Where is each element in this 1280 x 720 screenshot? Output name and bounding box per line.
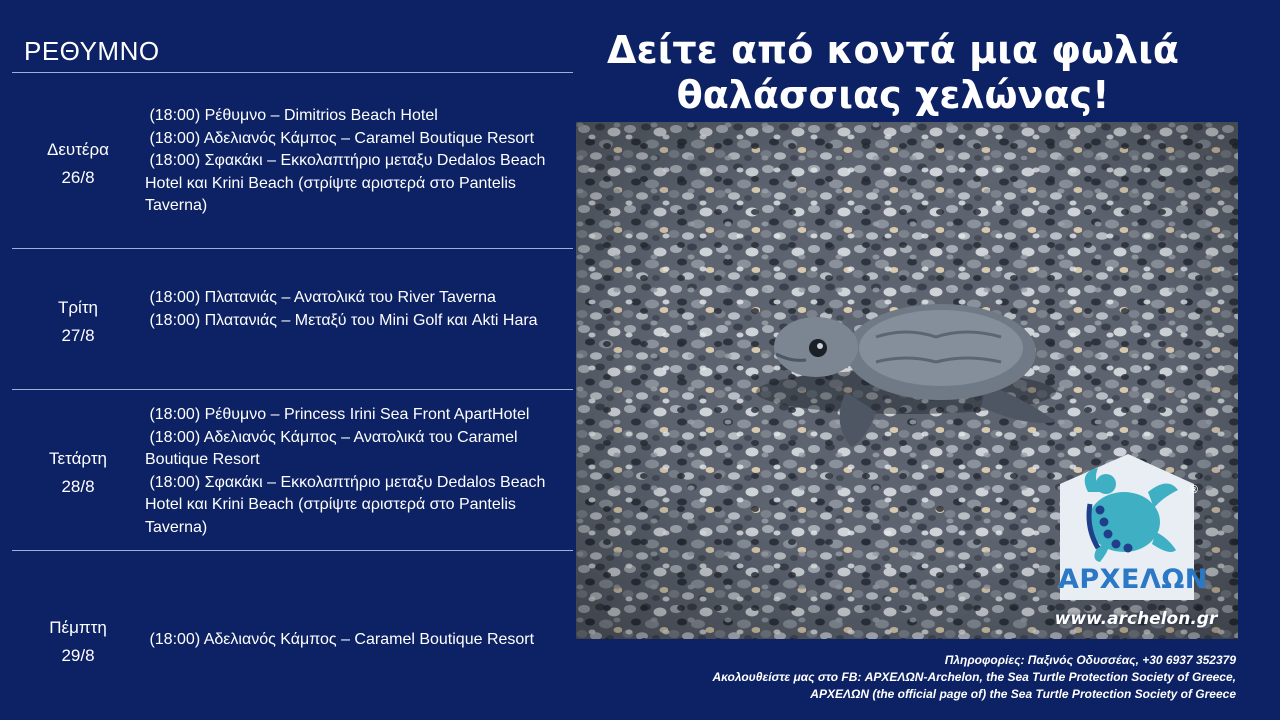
schedule-row-monday [12,100,573,248]
footer-contact: Πληροφορίες: Παξινός Οδυσσέας, +30 6937 352379 [944,653,1236,667]
event-line: (18:00) Αδελιανός Κάμπος – Ανατολικά του Caramel Boutique Resort [145,428,518,468]
day-name: Δευτέρα [46,140,110,159]
event-line: (18:00) Σφακάκι – Εκκολαπτήριο μεταξυ Dedalos Beach Hotel και Krini Beach (στρίψτε αριστερά στο Pantelis Taverna) [145,473,546,536]
schedule-row-thursday [12,551,573,691]
day-cell [12,136,144,192]
event-line: (18:00) Αδελιανός Κάμπος – Caramel Boutique Resort [145,631,535,648]
events [145,105,577,218]
event-line: (18:00) Πλατανιάς – Ανατολικά του River Taverna [145,289,496,306]
logo-wordmark: ΑΡΧΕΛΩΝ [1058,564,1208,595]
headline [578,28,1208,118]
title-rule [12,72,573,73]
schedule-row-tuesday [12,249,573,389]
day-date: 26/8 [61,168,95,187]
events [145,404,577,539]
day-cell [12,614,144,670]
day-date: 27/8 [61,326,95,345]
event-line: (18:00) Σφακάκι – Εκκολαπτήριο μεταξυ Dedalos Beach Hotel και Krini Beach (στρίψτε αριστερά στο Pantelis Taverna) [145,152,546,214]
schedule-row-wednesday [12,390,573,550]
footer-fb-line-2: ΑΡΧΕΛΩΝ (the official page of) the Sea Turtle Protection Society of Greece [810,687,1236,701]
events [145,629,577,652]
archelon-logo [1058,452,1208,602]
day-date: 28/8 [61,477,95,496]
day-name: Τετάρτη [49,449,107,468]
day-name: Τρίτη [57,298,98,317]
headline-line-1: Δείτε από κοντά μια φωλιά [607,28,1179,72]
headline-line-2: θαλάσσιας χελώνας! [676,73,1110,117]
events [145,287,577,332]
day-cell [12,294,144,350]
registered-mark: ® [1189,484,1198,496]
region-title: ΡΕΘΥΜΝΟ [24,36,160,66]
event-line: (18:00) Ρέθυμνο – Princess Irini Sea Front ApartHotel [145,406,530,423]
footer-fb-line-1: Ακολουθείστε μας στο FB: ΑΡΧΕΛΩΝ-Archelon, the Sea Turtle Protection Society of Greece, [712,670,1236,684]
event-line: (18:00) Πλατανιάς – Μεταξύ του Mini Golf και Akti Hara [145,311,538,329]
website-url: www.archelon.gr [1054,609,1218,629]
day-date: 29/8 [61,646,95,665]
event-line: (18:00) Αδελιανός Κάμπος – Caramel Boutique Resort [145,129,535,147]
event-line: (18:00) Ρέθυμνο – Dimitrios Beach Hotel [145,107,438,124]
day-cell [12,445,144,501]
day-name: Πέμπτη [49,618,107,637]
